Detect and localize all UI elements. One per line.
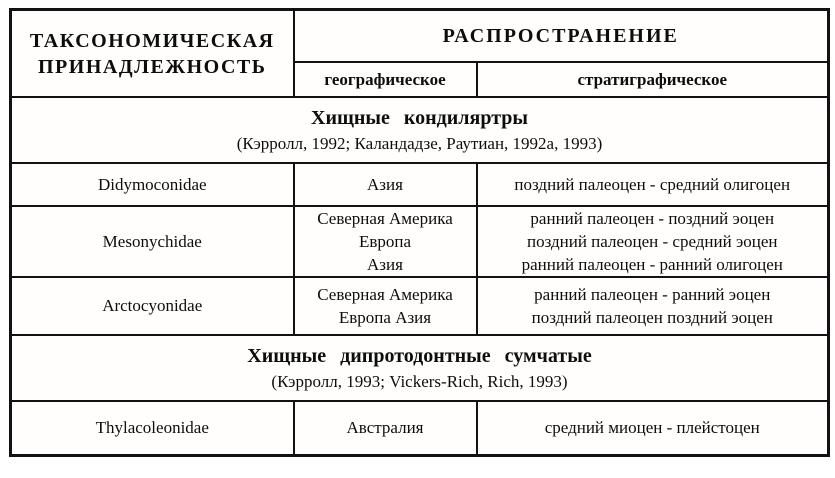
geo-line: Азия: [367, 255, 403, 274]
taxon-name: Arctocyonidae: [11, 277, 294, 335]
header-taxonomy-line1: ТАКСОНОМИЧЕСКАЯ: [29, 29, 275, 52]
geo-cell: [294, 163, 477, 206]
section-2-citation: (Кэрролл, 1993; Vickers-Rich, Rich, 1993): [271, 372, 568, 391]
table-row: [11, 163, 829, 206]
header-geographic: географическое: [294, 62, 477, 97]
geo-cell: [294, 277, 477, 335]
header-distribution: РАСПРОСТРАНЕНИЕ: [294, 10, 829, 63]
strat-line: поздний палеоцен поздний эоцен: [531, 308, 773, 327]
distribution-table: [9, 8, 830, 457]
section-1-cell: [11, 97, 829, 163]
geo-line: Северная Америка: [317, 209, 453, 228]
section-1-citation: (Кэрролл, 1992; Каландадзе, Раутиан, 1992а, 1993): [236, 134, 603, 153]
geo-cell: [294, 206, 477, 277]
header-row-main: [11, 10, 829, 63]
geo-line: Северная Америка: [317, 285, 453, 304]
strat-cell: [477, 277, 829, 335]
section-band: [11, 97, 829, 163]
section-2-title: Хищные дипротодонтные сумчатые: [247, 345, 592, 367]
header-taxonomy-line2: ПРИНАДЛЕЖНОСТЬ: [38, 55, 267, 78]
strat-line: поздний палеоцен - средний олигоцен: [514, 175, 791, 194]
table-row: [11, 206, 829, 277]
geo-line: Азия: [367, 175, 403, 194]
section-2-cell: [11, 335, 829, 401]
table-row: [11, 277, 829, 335]
taxon-name: Mesonychidae: [11, 206, 294, 277]
taxon-name: Thylacoleonidae: [11, 401, 294, 455]
strat-cell: [477, 163, 829, 206]
header-stratigraphic: стратиграфическое: [477, 62, 829, 97]
geo-line: Австралия: [346, 418, 424, 438]
taxon-name: Didymoconidae: [11, 163, 294, 206]
strat-line: ранний палеоцен - ранний олигоцен: [521, 255, 783, 274]
strat-cell: [477, 401, 829, 455]
strat-line: поздний палеоцен - средний эоцен: [526, 232, 778, 251]
section-1-title: Хищные кондиляртры: [311, 107, 528, 129]
strat-cell: [477, 206, 829, 277]
geo-line: Европа Азия: [338, 308, 432, 327]
strat-line: ранний палеоцен - ранний эоцен: [534, 285, 771, 304]
strat-line: средний миоцен - плейстоцен: [544, 418, 760, 438]
strat-line: ранний палеоцен - поздний эоцен: [530, 209, 775, 228]
header-taxonomy: [11, 10, 294, 98]
section-band: [11, 335, 829, 401]
table-row: [11, 401, 829, 455]
geo-line: Европа: [358, 232, 412, 251]
geo-cell: [294, 401, 477, 455]
